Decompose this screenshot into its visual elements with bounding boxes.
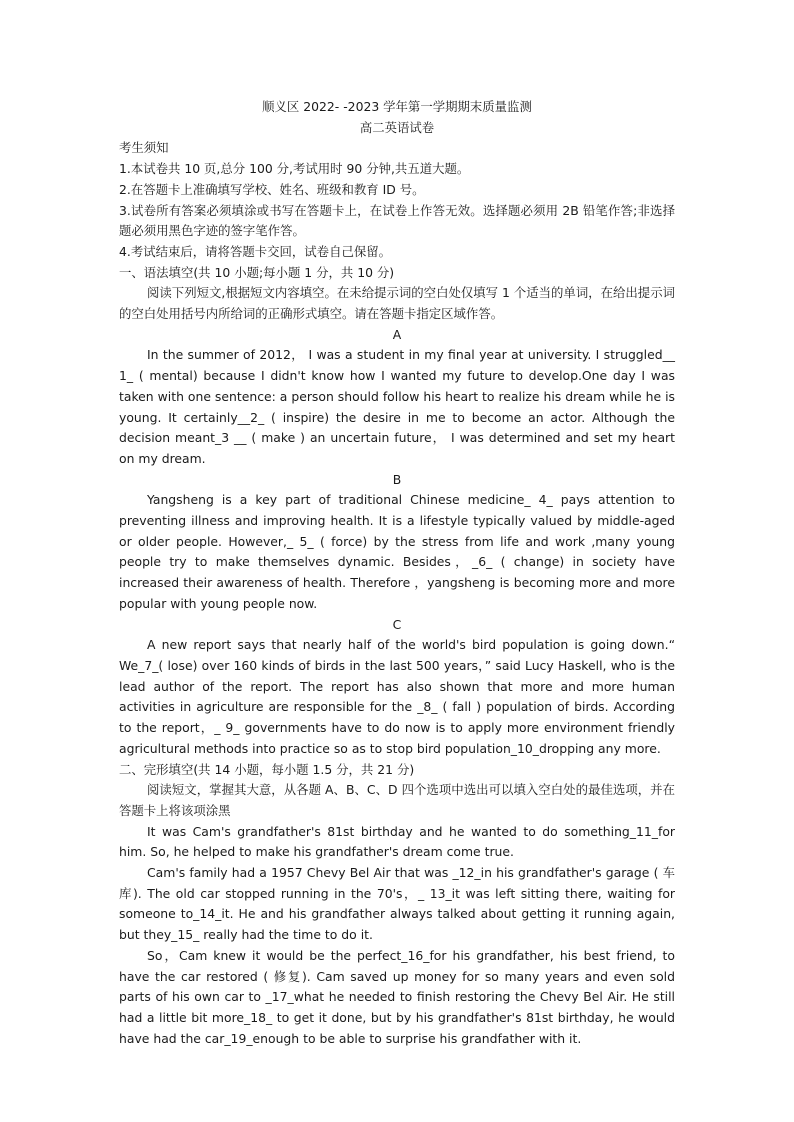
notice-item-3: 3.试卷所有答案必须填涂或书写在答题卡上，在试卷上作答无效。选择题必须用 2B 铅笔作答;非选择题必须用黑色字迹的签字笔作答。 bbox=[119, 202, 675, 239]
section2-heading: 二、完形填空(共 14 小题，每小题 1.5 分，共 21 分) bbox=[119, 761, 415, 777]
passage-b-text: Yangsheng is a key part of traditional Chinese medicine_ 4_ pays attention to preventing illness and improving health. It is a lifestyle typically valued by middle-aged or older people. However,_ 5_ ( force) by the stress from life and work ,many young people try to make themselves dynamic. Besides，_6_ ( change) in society have increased their awareness of health. Therefore ，yangsheng is becoming more and more popular with young people now. bbox=[119, 492, 675, 611]
section2-instructions: 阅读短文，掌握其大意，从各题 A、B、C、D 四个选项中选出可以填入空白处的最佳选项，并在答题卡上将该项涂黑 bbox=[119, 782, 675, 818]
exam-title: 顺义区 2022- -2023 学年第一学期期末质量监测 bbox=[262, 99, 532, 114]
section1-heading: 一、语法填空(共 10 小题;每小题 1 分，共 10 分) bbox=[119, 264, 395, 280]
passage-a-label: A bbox=[392, 326, 402, 342]
passage-c-label: C bbox=[392, 616, 402, 632]
notice-heading: 考生须知 bbox=[119, 140, 169, 156]
section1-instructions: 阅读下列短文,根据短文内容填空。在未给提示词的空白处仅填写 1 个适当的单词，在给出提示词的空白处用括号内所给词的正确形式填空。请在答题卡指定区域作答。 bbox=[119, 285, 675, 322]
cloze-paragraph-3: So，Cam knew it would be the perfect_16_for his grandfather, his best friend, to have the car restored ( 修复). Cam saved up money for so many years and even sold parts of his own car to _17_what he needed to finish restoring the Chevy Bel Air. He still had a little bit more_18_ to get it done, but by his grandfather's 81st birthday, he would have had the car_19_enough to be able to surprise his grandfather with it. bbox=[119, 947, 675, 1046]
document-page bbox=[119, 97, 675, 1049]
passage-b-label: B bbox=[392, 471, 402, 487]
passage-a-text: In the summer of 2012， I was a student in my final year at university. I struggled__ 1_ ( mental) because I didn't know how I wanted my future to develop.One day I was taken with one sentence: a person should follow his heart to realize his dream while he is young. It certainly__2_ ( inspire) the desire in me to become an actor. Although the decision meant_3 __ ( make ) an uncertain future， I was determined and set my heart on my dream. bbox=[119, 347, 675, 466]
cloze-paragraph-2: Cam's family had a 1957 Chevy Bel Air that was _12_in his grandfather's garage ( 车库). The old car stopped running in the 70's，_ 13_it was left sitting there, waiting for someone to_14_it. He and his grandfather always talked about getting it running again, but they_15_ really had the time to do it. bbox=[119, 865, 675, 943]
passage-c-text: A new report says that nearly half of the world's bird population is going down.“ We_7_( lose) over 160 kinds of birds in the last 500 years，” said Lucy Haskell, who is the lead author of the report. The report has also shown that more and more human activities in agriculture are responsible for the _8_ ( fall ) population of birds. According to the report，_ 9_ governments have to do now is to apply more environment friendly agricultural methods into practice so as to stop bird population_10_dropping any more. bbox=[119, 637, 675, 756]
exam-subtitle: 高二英语试卷 bbox=[359, 119, 435, 135]
notice-item-2: 2.在答题卡上准确填写学校、姓名、班级和教育 ID 号。 bbox=[119, 181, 425, 197]
notice-item-4: 4.考试结束后，请将答题卡交回，试卷自己保留。 bbox=[119, 243, 392, 259]
cloze-paragraph-1: It was Cam's grandfather's 81st birthday and he wanted to do something_11_for him. So, he helped to make his grandfather's dream come true. bbox=[119, 823, 675, 860]
notice-item-1: 1.本试卷共 10 页,总分 100 分,考试用时 90 分钟,共五道大题。 bbox=[119, 161, 470, 177]
